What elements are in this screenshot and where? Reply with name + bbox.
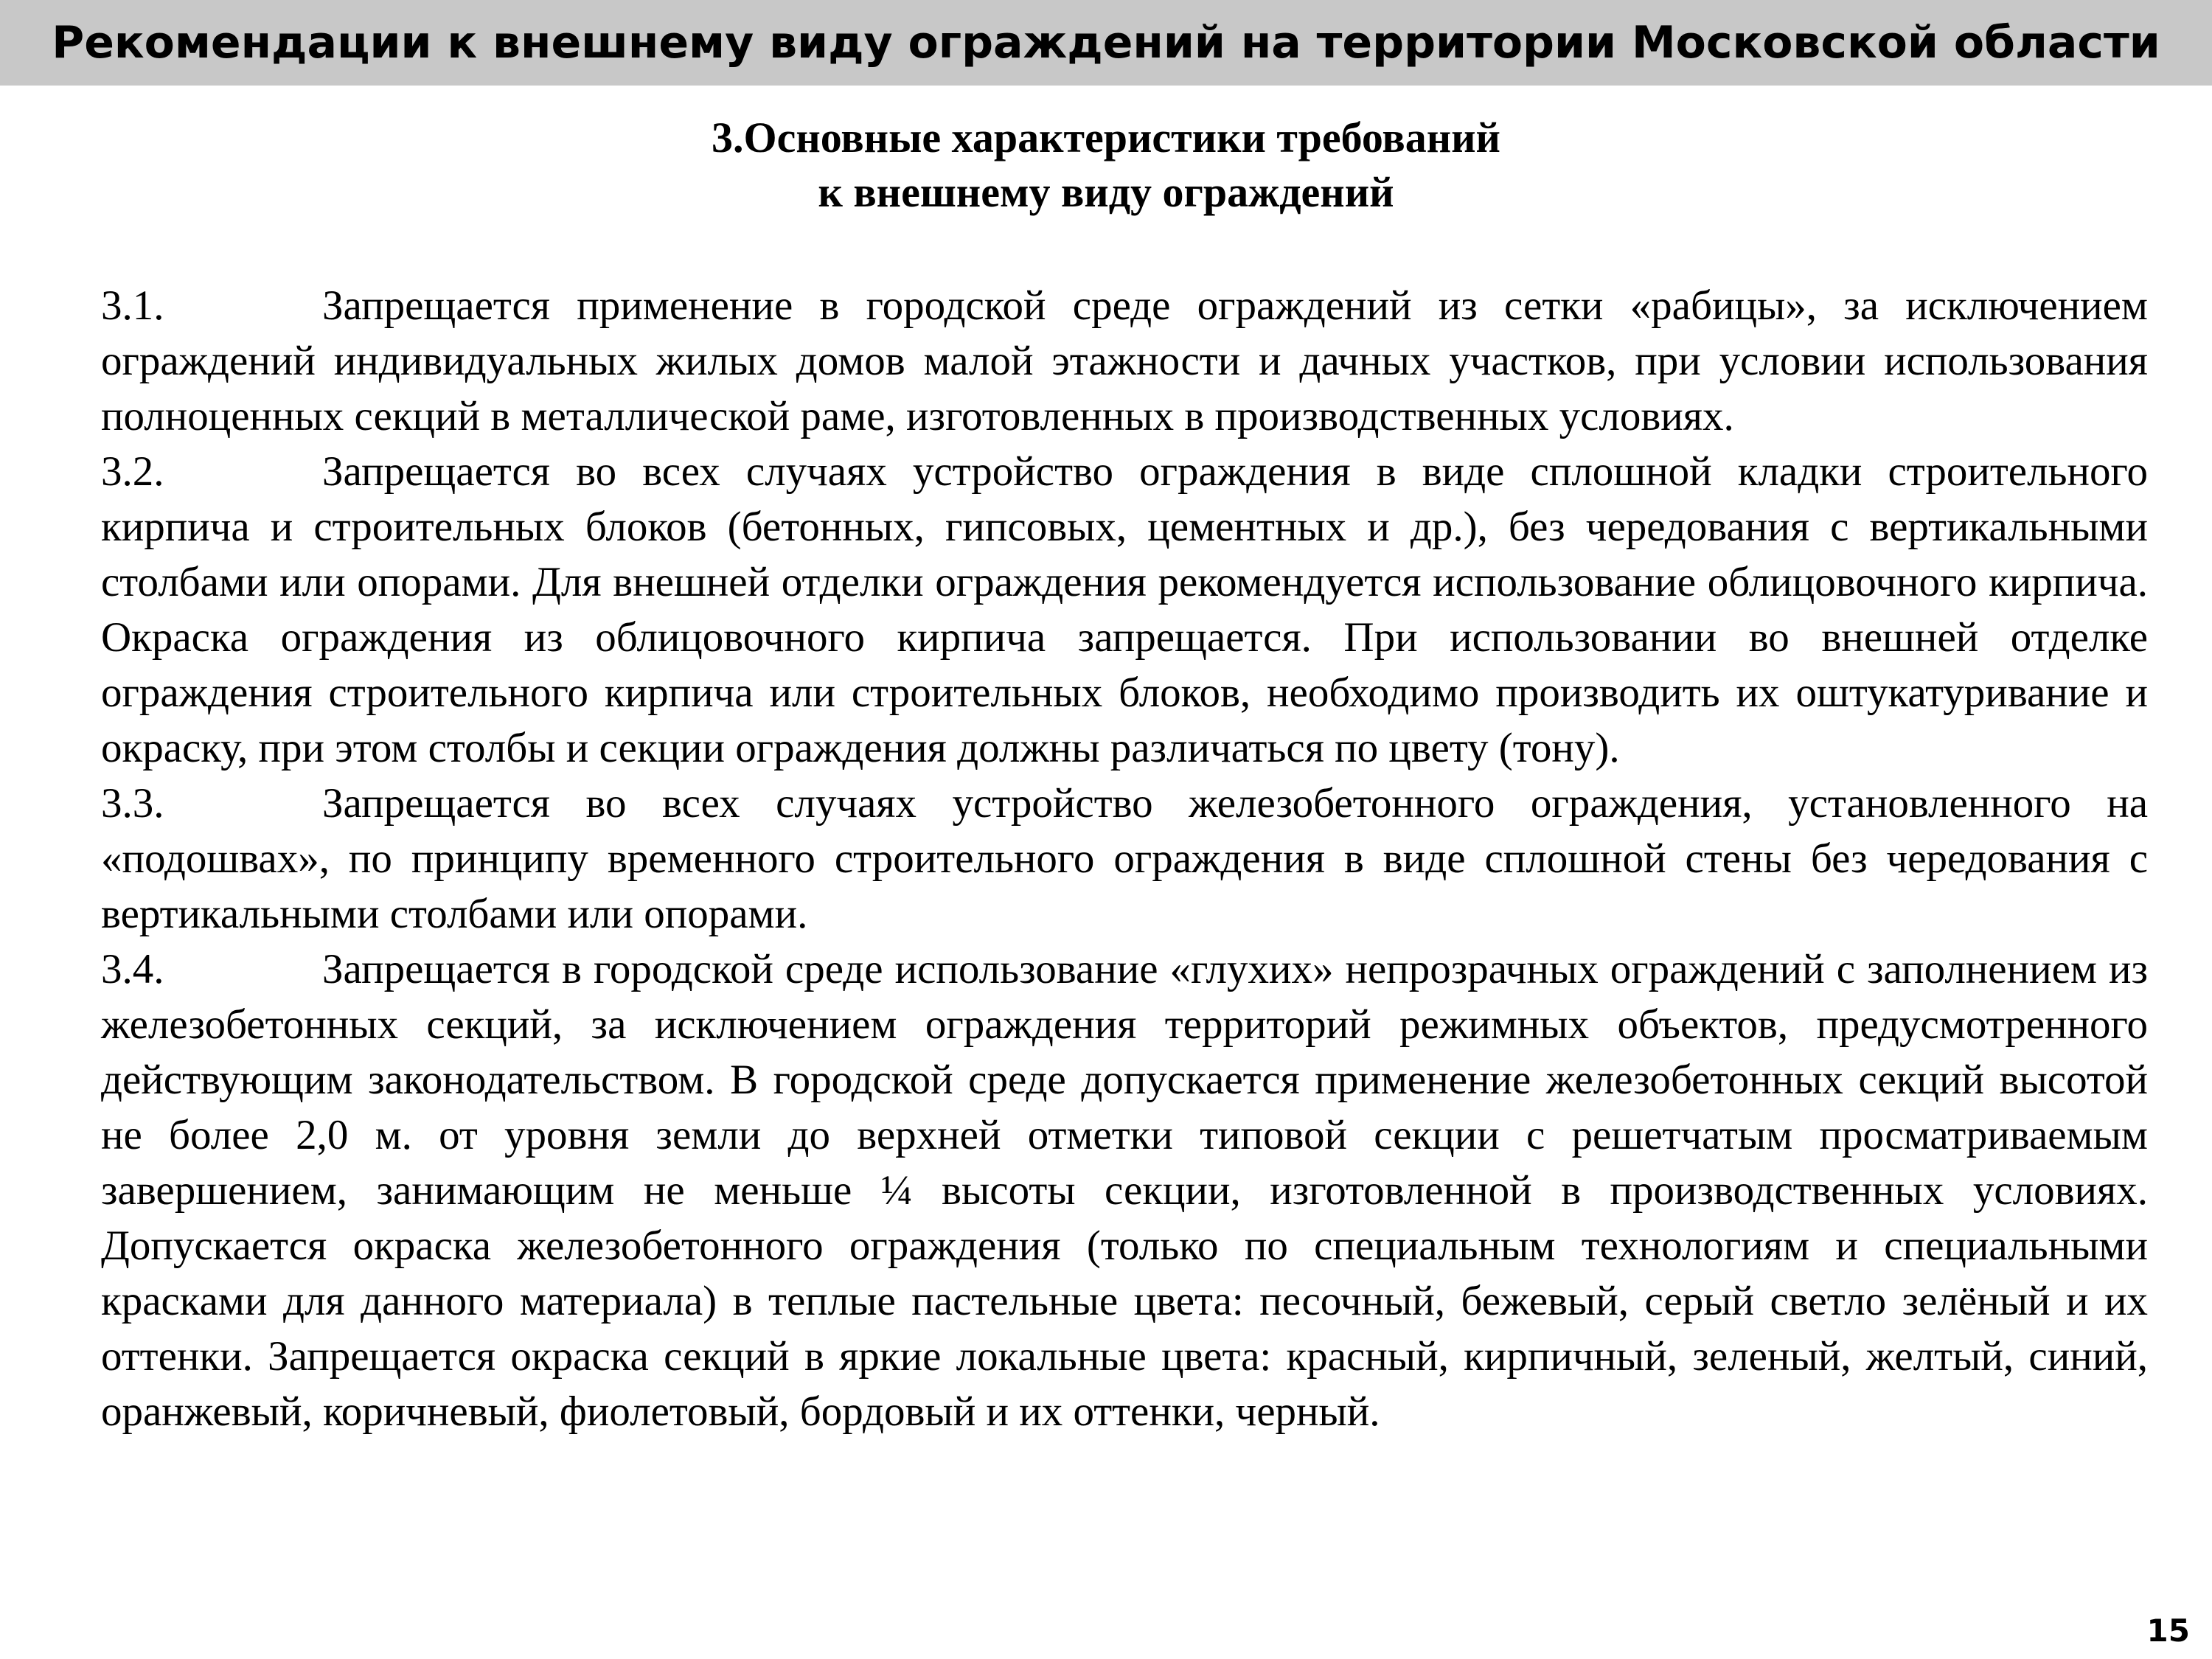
clause-3-3: [101, 776, 2148, 942]
page-number: 15: [2146, 1613, 2190, 1649]
clause-number: 3.1.: [101, 282, 164, 329]
clause-3-2: [101, 444, 2148, 776]
section-title-line-1: 3.Основные характеристики требований: [712, 114, 1500, 161]
clause-number: 3.4.: [101, 946, 164, 992]
section-title: [0, 111, 2212, 220]
clause-text: Запрещается в городской среде использование «глухих» непрозрачных ограждений с заполнением из железобетонных секций, за исключением ограждения территорий режимных объектов, предусмотренного действующим законодательством. В городской среде допускается применение железобетонных секций высотой не более 2,0 м. от уровня земли до верхней отметки типовой секции с решетчатым просматриваемым завершением, занимающим не меньше ¼ высоты секции, изготовленной в производственных условиях. Допускается окраска железобетонного ограждения (только по специальным технологиям и специальными красками для данного материала) в теплые пастельные цвета: песочный, бежевый, серый светло зелёный и их оттенки. Запрещается окраска секций в яркие локальные цвета: красный, кирпичный, зеленый, желтый, синий, оранжевый, коричневый, фиолетовый, бордовый и их оттенки, черный.: [101, 946, 2148, 1435]
clause-number: 3.3.: [101, 780, 164, 827]
clause-text: Запрещается во всех случаях устройство железобетонного ограждения, установленного на «подошвах», по принципу временного строительного ограждения в виде сплошной стены без чередования с вертикальными столбами или опорами.: [101, 780, 2148, 937]
section-title-line-2: к внешнему виду ограждений: [818, 168, 1394, 216]
clause-3-4: [101, 942, 2148, 1439]
clause-text: Запрещается применение в городской среде ограждений из сетки «рабицы», за исключением ограждений индивидуальных жилых домов малой этажности и дачных участков, при условии использования полноценных секций в металлической раме, изготовленных в производственных условиях.: [101, 282, 2148, 439]
header-bar: [0, 0, 2212, 86]
document-body: [101, 278, 2148, 1439]
clause-3-1: [101, 278, 2148, 444]
clause-text: Запрещается во всех случаях устройство ограждения в виде сплошной кладки строительного кирпича и строительных блоков (бетонных, гипсовых, цементных и др.), без чередования с вертикальными столбами или опорами. Для внешней отделки ограждения рекомендуется использование облицовочного кирпича. Окраска ограждения из облицовочного кирпича запрещается. При использовании во внешней отделке ограждения строительного кирпича или строительных блоков, необходимо производить их оштукатуривание и окраску, при этом столбы и секции ограждения должны различаться по цвету (тону).: [101, 448, 2148, 771]
page-header-title: Рекомендации к внешнему виду ограждений на территории Московской области: [52, 17, 2160, 69]
clause-number: 3.2.: [101, 448, 164, 495]
